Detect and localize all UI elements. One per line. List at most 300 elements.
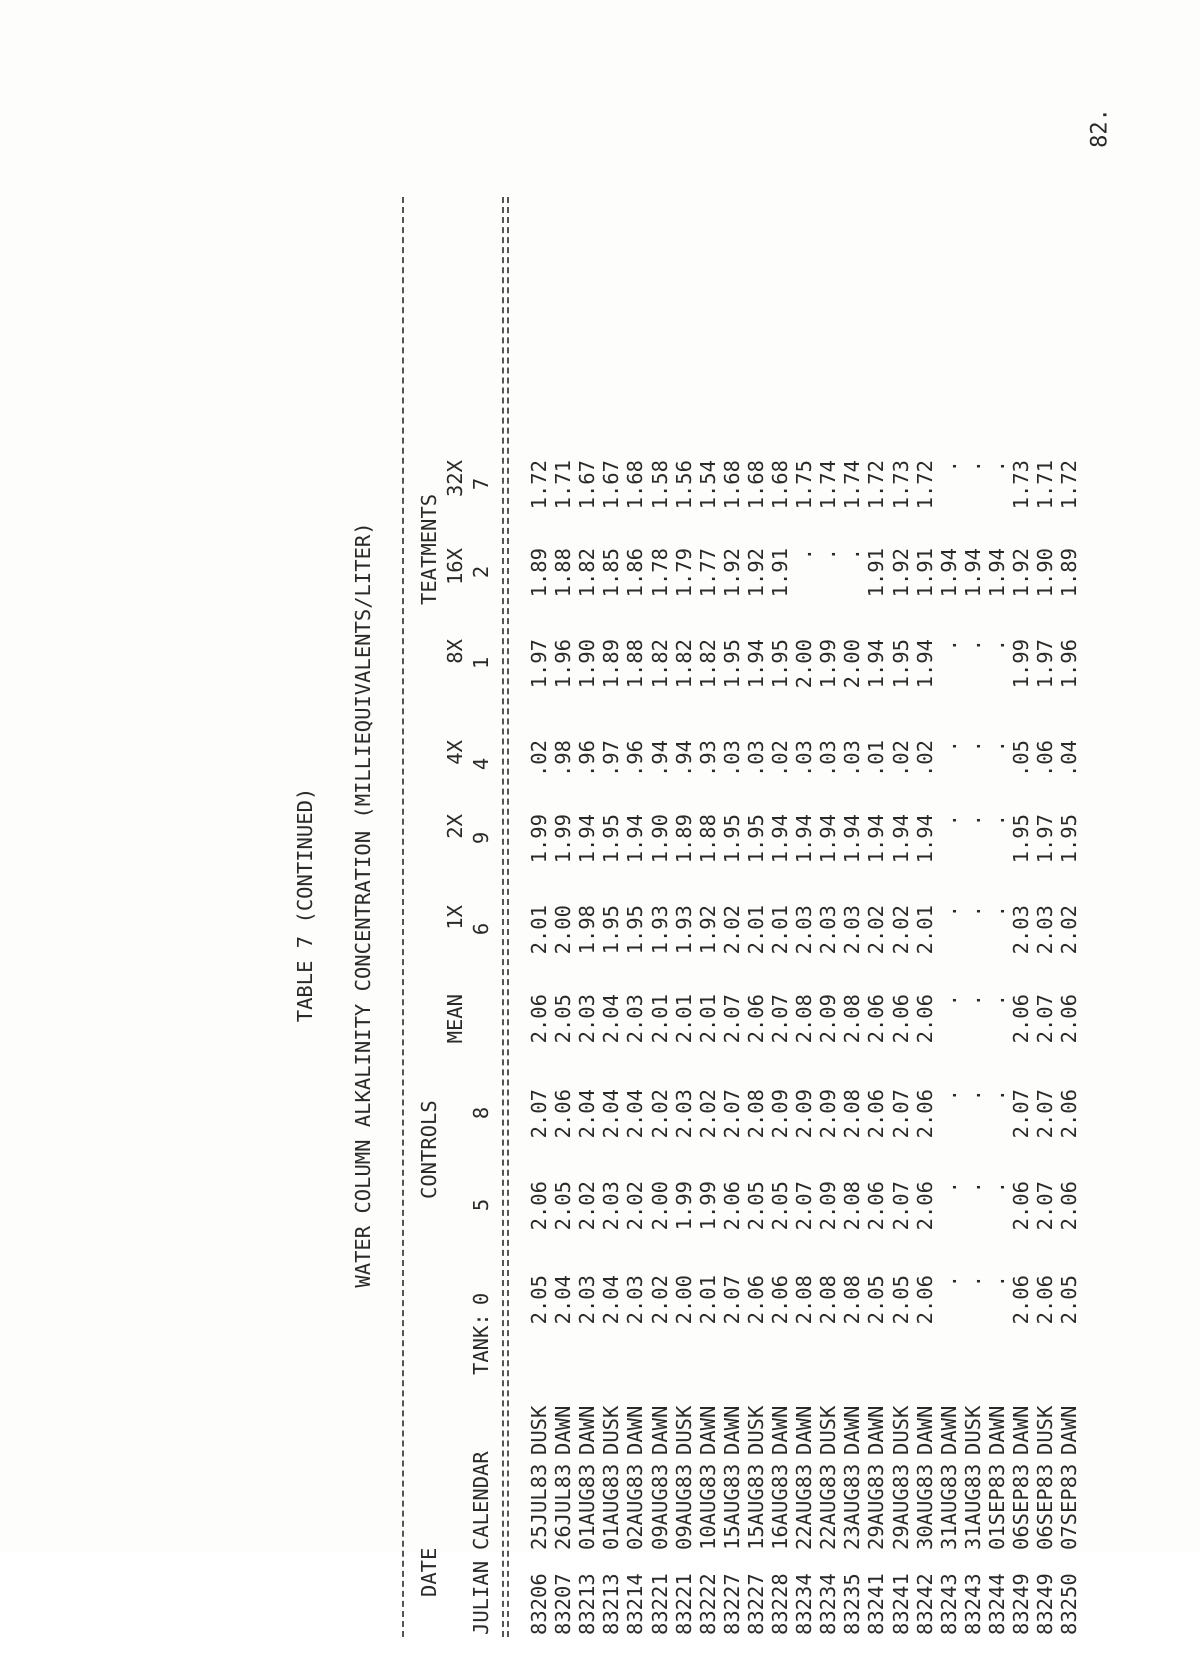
calendar-date-cell: 26JUL83: [551, 1463, 576, 1550]
value-cell: 2.06: [864, 1089, 889, 1139]
tank-number: 0: [469, 1292, 493, 1306]
julian-date-cell: 83243: [960, 1573, 985, 1635]
julian-date-cell: 83213: [599, 1573, 624, 1635]
julian-date-cell: 83227: [743, 1573, 768, 1635]
value-cell: .: [960, 1089, 985, 1102]
tank-number: 6: [469, 922, 493, 936]
calendar-date-cell: 15AUG83: [743, 1463, 768, 1550]
value-cell: 2.06: [912, 1089, 937, 1139]
value-cell: 2.06: [551, 1089, 576, 1139]
value-cell: .: [960, 905, 985, 918]
value-cell: 2.08: [792, 1275, 817, 1325]
tank-label: TANK:: [469, 1313, 493, 1375]
time-of-day-cell: DUSK: [599, 1405, 624, 1455]
value-cell: 2.02: [575, 1181, 600, 1231]
date-header: DATE: [417, 1547, 441, 1597]
table-row: [528, 155, 552, 1655]
value-cell: .: [936, 994, 961, 1007]
calendar-date-cell: 01AUG83: [599, 1463, 624, 1550]
value-cell: 2.01: [743, 905, 768, 955]
value-cell: 2.05: [551, 994, 576, 1044]
value-cell: 1.72: [527, 460, 551, 510]
value-cell: 1.82: [671, 639, 696, 689]
calendar-date-cell: 06SEP83: [1009, 1463, 1033, 1550]
time-of-day-cell: DAWN: [647, 1405, 672, 1455]
time-of-day-cell: DAWN: [912, 1405, 937, 1455]
column-name-32x: 32X: [443, 460, 467, 498]
value-cell: .03: [816, 740, 841, 778]
value-cell: 2.05: [1057, 1275, 1082, 1325]
time-of-day-cell: DUSK: [671, 1405, 696, 1455]
value-cell: 2.02: [647, 1089, 672, 1139]
value-cell: 2.06: [527, 1181, 551, 1231]
value-cell: 1.99: [695, 1181, 720, 1231]
tank-number: 7: [469, 477, 493, 491]
tank-number: 1: [469, 656, 493, 670]
value-cell: .: [840, 548, 865, 561]
value-cell: 1.95: [743, 814, 768, 864]
julian-date-cell: 83222: [695, 1573, 720, 1635]
calendar-date-cell: 01AUG83: [575, 1463, 600, 1550]
value-cell: .: [984, 639, 1009, 652]
value-cell: 2.08: [743, 1089, 768, 1139]
calendar-date-cell: 10AUG83: [695, 1463, 720, 1550]
value-cell: .: [960, 814, 985, 827]
value-cell: 1.68: [623, 460, 648, 510]
value-cell: 1.68: [743, 460, 768, 510]
tank-number: 8: [469, 1106, 493, 1120]
value-cell: 1.94: [936, 548, 961, 598]
value-cell: 2.01: [647, 994, 672, 1044]
value-cell: .03: [719, 740, 744, 778]
value-cell: 2.04: [599, 994, 624, 1044]
value-cell: 1.97: [1033, 814, 1058, 864]
value-cell: 1.78: [647, 548, 672, 598]
value-cell: .04: [1057, 740, 1082, 778]
value-cell: 2.06: [1057, 994, 1082, 1044]
value-cell: .03: [840, 740, 865, 778]
table-row: [1034, 155, 1058, 1655]
time-of-day-cell: DAWN: [575, 1405, 600, 1455]
value-cell: 1.89: [527, 548, 551, 598]
julian-date-cell: 83250: [1057, 1573, 1082, 1635]
value-cell: 2.06: [864, 994, 889, 1044]
value-cell: 2.03: [816, 905, 841, 955]
value-cell: .06: [1033, 740, 1058, 778]
value-cell: .: [984, 1181, 1009, 1194]
value-cell: 2.09: [768, 1089, 792, 1139]
table-row: [890, 155, 914, 1655]
value-cell: 1.91: [912, 548, 937, 598]
value-cell: 2.06: [888, 994, 913, 1044]
julian-date-cell: 83243: [936, 1573, 961, 1635]
value-cell: 1.72: [864, 460, 889, 510]
value-cell: 2.08: [840, 1089, 865, 1139]
treatments-group-header: TEATMENTS: [417, 493, 441, 605]
value-cell: .: [936, 460, 961, 473]
column-name-16x: 16X: [443, 548, 467, 586]
value-cell: 2.06: [1009, 1181, 1033, 1231]
value-cell: 1.82: [695, 639, 720, 689]
calendar-date-cell: 09AUG83: [647, 1463, 672, 1550]
value-cell: 1.91: [864, 548, 889, 598]
value-cell: 2.07: [1033, 1181, 1058, 1231]
value-cell: .: [936, 1089, 961, 1102]
value-cell: 1.99: [551, 814, 576, 864]
julian-date-cell: 83249: [1033, 1573, 1058, 1635]
value-cell: 2.07: [527, 1089, 551, 1139]
value-cell: 2.01: [768, 905, 792, 955]
table-subtitle: WATER COLUMN ALKALINITY CONCENTRATION (MILLIEQUIVALENTS/LITER): [351, 522, 375, 1288]
value-cell: 1.82: [647, 639, 672, 689]
value-cell: 1.94: [575, 814, 600, 864]
time-of-day-cell: DAWN: [695, 1405, 720, 1455]
value-cell: .: [936, 1181, 961, 1194]
julian-date-cell: 83221: [647, 1573, 672, 1635]
value-cell: .02: [888, 740, 913, 778]
table-title: TABLE 7 (CONTINUED): [293, 787, 317, 1023]
table-row: [986, 155, 1010, 1655]
calendar-date-cell: 07SEP83: [1057, 1463, 1082, 1550]
value-cell: 2.01: [527, 905, 551, 955]
time-of-day-cell: DUSK: [743, 1405, 768, 1455]
julian-date-cell: 83207: [551, 1573, 576, 1635]
value-cell: 1.56: [671, 460, 696, 510]
value-cell: 1.89: [599, 639, 624, 689]
table-row: [1058, 155, 1082, 1655]
value-cell: 2.03: [1009, 905, 1033, 955]
value-cell: .: [960, 994, 985, 1007]
calendar-date-cell: 02AUG83: [623, 1463, 648, 1550]
time-of-day-cell: DAWN: [623, 1405, 648, 1455]
value-cell: 1.94: [888, 814, 913, 864]
value-cell: 2.00: [792, 639, 817, 689]
value-cell: 2.00: [671, 1275, 696, 1325]
time-of-day-cell: DUSK: [1033, 1405, 1058, 1455]
value-cell: 1.95: [1009, 814, 1033, 864]
value-cell: .: [936, 1275, 961, 1288]
value-cell: 2.03: [599, 1181, 624, 1231]
value-cell: .01: [864, 740, 889, 778]
value-cell: 1.94: [864, 814, 889, 864]
calendar-date-cell: 06SEP83: [1033, 1463, 1058, 1550]
calendar-date-cell: 09AUG83: [671, 1463, 696, 1550]
value-cell: 1.99: [671, 1181, 696, 1231]
value-cell: 1.95: [768, 639, 792, 689]
table-row: [1010, 155, 1034, 1655]
julian-date-cell: 83249: [1009, 1573, 1033, 1635]
table-row: [962, 155, 986, 1655]
value-cell: 1.73: [1009, 460, 1033, 510]
value-cell: 2.02: [719, 905, 744, 955]
value-cell: .: [936, 905, 961, 918]
value-cell: 1.95: [888, 639, 913, 689]
value-cell: 1.95: [623, 905, 648, 955]
value-cell: 1.94: [912, 814, 937, 864]
value-cell: 1.90: [575, 639, 600, 689]
value-cell: 2.05: [864, 1275, 889, 1325]
value-cell: 1.89: [1057, 548, 1082, 598]
value-cell: 2.06: [1009, 1275, 1033, 1325]
value-cell: 1.67: [575, 460, 600, 510]
value-cell: 2.03: [840, 905, 865, 955]
value-cell: .93: [695, 740, 720, 778]
value-cell: 1.77: [695, 548, 720, 598]
value-cell: 1.94: [623, 814, 648, 864]
value-cell: 1.95: [599, 814, 624, 864]
value-cell: 2.02: [647, 1275, 672, 1325]
value-cell: 1.95: [719, 639, 744, 689]
value-cell: 2.01: [912, 905, 937, 955]
table-row: [793, 155, 817, 1655]
value-cell: 1.94: [984, 548, 1009, 598]
value-cell: 1.88: [695, 814, 720, 864]
table-row: [649, 155, 673, 1655]
value-cell: 1.75: [792, 460, 817, 510]
table-row: [576, 155, 600, 1655]
value-cell: 1.94: [912, 639, 937, 689]
value-cell: 1.93: [647, 905, 672, 955]
value-cell: .: [936, 639, 961, 652]
value-cell: 2.09: [816, 994, 841, 1044]
value-cell: 2.07: [888, 1089, 913, 1139]
rotated-table-container: [220, 155, 1200, 1655]
value-cell: 2.06: [719, 1181, 744, 1231]
time-of-day-cell: DAWN: [984, 1405, 1009, 1455]
time-of-day-cell: DUSK: [816, 1405, 841, 1455]
value-cell: 2.06: [527, 994, 551, 1044]
time-of-day-cell: DUSK: [960, 1405, 985, 1455]
value-cell: 1.74: [840, 460, 865, 510]
page-number: 82.: [1087, 108, 1113, 148]
value-cell: 1.92: [695, 905, 720, 955]
value-cell: 1.72: [1057, 460, 1082, 510]
value-cell: 1.97: [1033, 639, 1058, 689]
value-cell: 2.02: [888, 905, 913, 955]
column-name-mean: MEAN: [443, 994, 467, 1044]
value-cell: 2.07: [719, 1089, 744, 1139]
value-cell: 2.06: [912, 1181, 937, 1231]
value-cell: 2.02: [623, 1181, 648, 1231]
value-cell: .02: [768, 740, 792, 778]
value-cell: .96: [575, 740, 600, 778]
time-of-day-cell: DAWN: [840, 1405, 865, 1455]
time-of-day-cell: DAWN: [1057, 1405, 1082, 1455]
value-cell: 2.01: [695, 1275, 720, 1325]
calendar-date-cell: 31AUG83: [936, 1463, 961, 1550]
value-cell: .03: [743, 740, 768, 778]
value-cell: 2.08: [816, 1275, 841, 1325]
value-cell: 2.05: [743, 1181, 768, 1231]
value-cell: 2.04: [575, 1089, 600, 1139]
value-cell: .: [936, 740, 961, 753]
table-row: [938, 155, 962, 1655]
value-cell: 2.08: [840, 1181, 865, 1231]
table-row: [552, 155, 576, 1655]
value-cell: 2.08: [840, 994, 865, 1044]
value-cell: 1.97: [527, 639, 551, 689]
value-cell: .: [984, 460, 1009, 473]
value-cell: 2.00: [840, 639, 865, 689]
julian-date-cell: 83235: [840, 1573, 865, 1635]
table-row: [673, 155, 697, 1655]
calendar-header: CALENDAR: [469, 1451, 493, 1550]
value-cell: .: [936, 814, 961, 827]
julian-date-cell: 83214: [623, 1573, 648, 1635]
time-of-day-cell: DAWN: [792, 1405, 817, 1455]
calendar-date-cell: 22AUG83: [792, 1463, 817, 1550]
value-cell: 2.07: [768, 994, 792, 1044]
value-cell: 1.86: [623, 548, 648, 598]
value-cell: 2.05: [527, 1275, 551, 1325]
julian-date-cell: 83234: [792, 1573, 817, 1635]
value-cell: 2.06: [1009, 994, 1033, 1044]
value-cell: 1.54: [695, 460, 720, 510]
value-cell: 1.94: [864, 639, 889, 689]
value-cell: 1.92: [719, 548, 744, 598]
value-cell: 1.92: [1009, 548, 1033, 598]
value-cell: 2.07: [1033, 994, 1058, 1044]
column-name-1x: 1X: [443, 905, 467, 930]
value-cell: 2.09: [816, 1181, 841, 1231]
value-cell: 1.98: [575, 905, 600, 955]
value-cell: 2.01: [671, 994, 696, 1044]
value-cell: .94: [647, 740, 672, 778]
value-cell: .: [984, 1275, 1009, 1288]
value-cell: 2.03: [1033, 905, 1058, 955]
value-cell: 1.68: [768, 460, 792, 510]
data-table: [220, 155, 1200, 1655]
value-cell: 1.96: [1057, 639, 1082, 689]
controls-group-header: CONTROLS: [417, 1100, 441, 1199]
value-cell: .98: [551, 740, 576, 778]
value-cell: 2.02: [1057, 905, 1082, 955]
header-divider-1: [502, 197, 504, 1637]
table-row: [865, 155, 889, 1655]
value-cell: 1.88: [623, 639, 648, 689]
value-cell: 2.07: [719, 994, 744, 1044]
top-divider: [402, 197, 404, 1637]
value-cell: .: [984, 814, 1009, 827]
calendar-date-cell: 16AUG83: [768, 1463, 792, 1550]
value-cell: 2.04: [599, 1089, 624, 1139]
value-cell: .05: [1009, 740, 1033, 778]
julian-header: JULIAN: [469, 1560, 493, 1635]
value-cell: 2.03: [671, 1089, 696, 1139]
julian-date-cell: 83206: [527, 1573, 551, 1635]
value-cell: 1.99: [1009, 639, 1033, 689]
table-row: [841, 155, 865, 1655]
time-of-day-cell: DAWN: [936, 1405, 961, 1455]
value-cell: 2.07: [1033, 1089, 1058, 1139]
tank-number: 4: [469, 757, 493, 771]
value-cell: 1.89: [671, 814, 696, 864]
value-cell: 2.05: [551, 1181, 576, 1231]
table-row: [721, 155, 745, 1655]
value-cell: 1.99: [527, 814, 551, 864]
value-cell: 1.67: [599, 460, 624, 510]
value-cell: 1.95: [1057, 814, 1082, 864]
value-cell: 2.05: [888, 1275, 913, 1325]
value-cell: 2.06: [1057, 1089, 1082, 1139]
value-cell: 1.82: [575, 548, 600, 598]
value-cell: .: [984, 1089, 1009, 1102]
table-row: [600, 155, 624, 1655]
value-cell: .: [960, 1181, 985, 1194]
value-cell: 1.94: [743, 639, 768, 689]
julian-date-cell: 83228: [768, 1573, 792, 1635]
value-cell: 2.03: [623, 1275, 648, 1325]
value-cell: .: [960, 740, 985, 753]
value-cell: 2.05: [768, 1181, 792, 1231]
value-cell: 1.72: [912, 460, 937, 510]
value-cell: 2.07: [888, 1181, 913, 1231]
table-row: [769, 155, 793, 1655]
value-cell: 2.06: [912, 1275, 937, 1325]
column-name-8x: 8X: [443, 639, 467, 664]
value-cell: .: [960, 639, 985, 652]
julian-date-cell: 83241: [888, 1573, 913, 1635]
value-cell: 1.71: [551, 460, 576, 510]
value-cell: 1.96: [551, 639, 576, 689]
value-cell: 2.04: [551, 1275, 576, 1325]
value-cell: 2.02: [864, 905, 889, 955]
value-cell: .: [792, 548, 817, 561]
value-cell: 1.95: [599, 905, 624, 955]
julian-date-cell: 83213: [575, 1573, 600, 1635]
time-of-day-cell: DAWN: [1009, 1405, 1033, 1455]
value-cell: 2.04: [623, 1089, 648, 1139]
time-of-day-cell: DUSK: [888, 1405, 913, 1455]
value-cell: 2.06: [743, 1275, 768, 1325]
julian-date-cell: 83242: [912, 1573, 937, 1635]
value-cell: 1.73: [888, 460, 913, 510]
value-cell: 2.09: [792, 1089, 817, 1139]
value-cell: 1.95: [719, 814, 744, 864]
value-cell: 2.01: [695, 994, 720, 1044]
value-cell: .: [960, 1275, 985, 1288]
time-of-day-cell: DUSK: [527, 1405, 551, 1455]
value-cell: 1.99: [816, 639, 841, 689]
value-cell: .: [960, 460, 985, 473]
table-row: [697, 155, 721, 1655]
value-cell: 1.92: [888, 548, 913, 598]
value-cell: 1.94: [768, 814, 792, 864]
julian-date-cell: 83221: [671, 1573, 696, 1635]
value-cell: .96: [623, 740, 648, 778]
value-cell: 2.08: [792, 994, 817, 1044]
value-cell: 2.07: [1009, 1089, 1033, 1139]
value-cell: 1.68: [719, 460, 744, 510]
value-cell: 1.71: [1033, 460, 1058, 510]
value-cell: 1.74: [816, 460, 841, 510]
value-cell: .: [984, 905, 1009, 918]
time-of-day-cell: DAWN: [551, 1405, 576, 1455]
tank-number: 2: [469, 565, 493, 579]
value-cell: 1.79: [671, 548, 696, 598]
time-of-day-cell: DAWN: [719, 1405, 744, 1455]
calendar-date-cell: 29AUG83: [888, 1463, 913, 1550]
value-cell: .97: [599, 740, 624, 778]
value-cell: .02: [912, 740, 937, 778]
calendar-date-cell: 30AUG83: [912, 1463, 937, 1550]
value-cell: 2.03: [792, 905, 817, 955]
calendar-date-cell: 29AUG83: [864, 1463, 889, 1550]
value-cell: 2.06: [864, 1181, 889, 1231]
value-cell: 1.58: [647, 460, 672, 510]
calendar-date-cell: 01SEP83: [984, 1463, 1009, 1550]
calendar-date-cell: 15AUG83: [719, 1463, 744, 1550]
